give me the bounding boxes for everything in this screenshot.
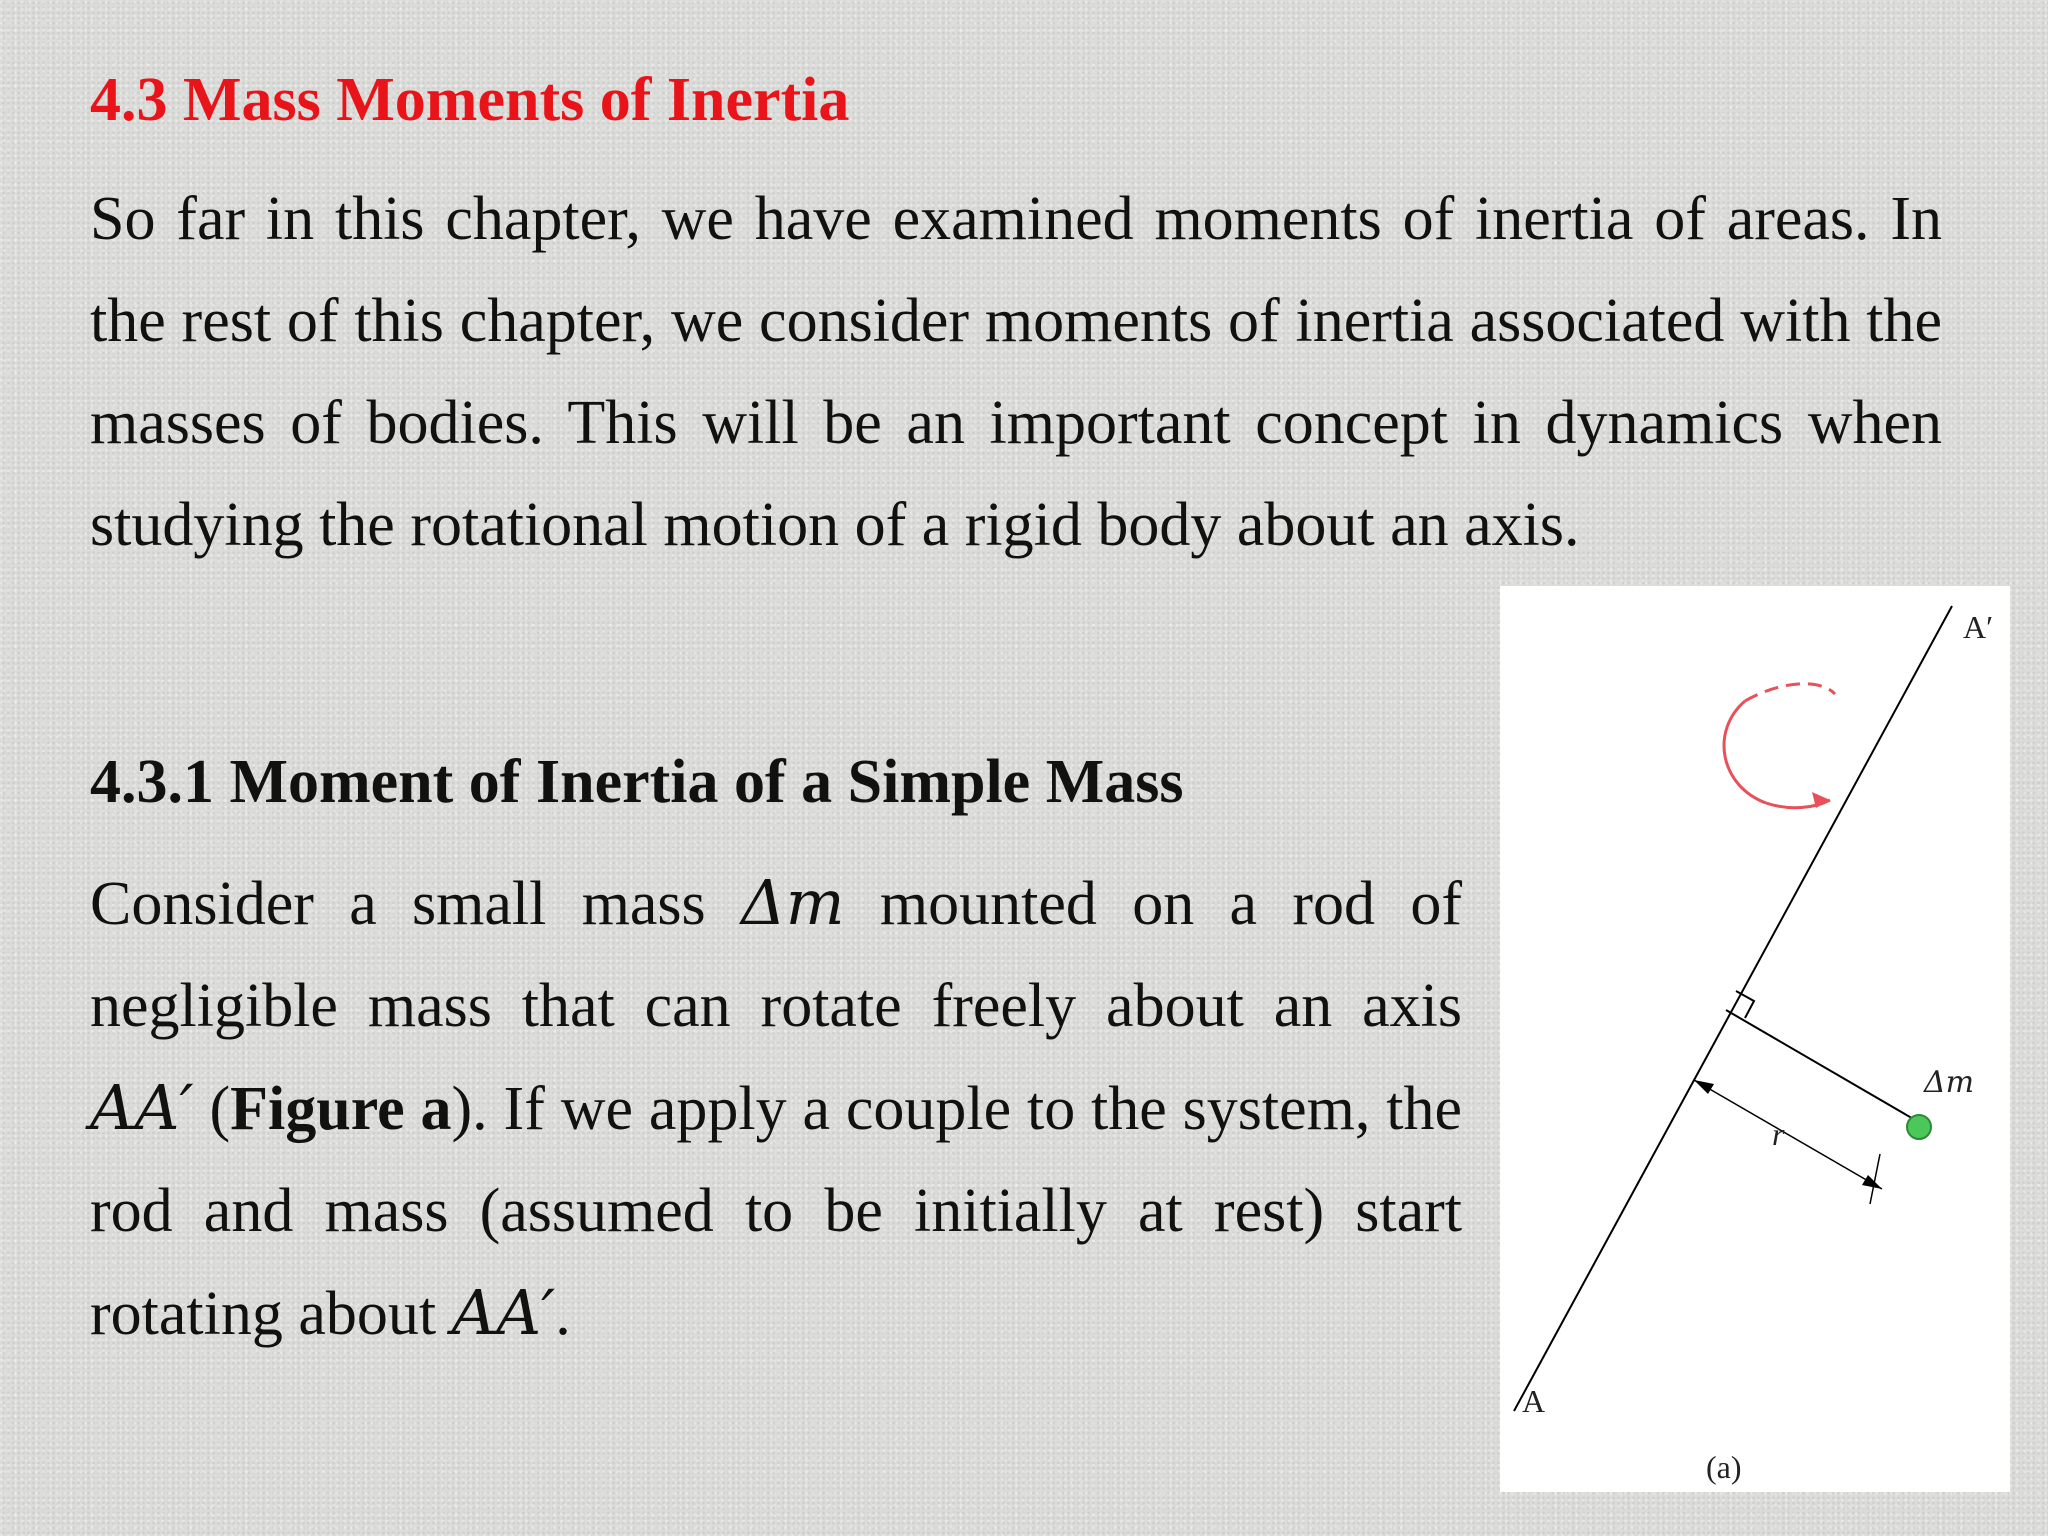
text-segment: Consider a small mass bbox=[90, 870, 742, 938]
axis-symbol: AA′ bbox=[451, 1276, 556, 1349]
figure-reference: Figure a bbox=[230, 1075, 452, 1143]
slide-title: 4.3 Mass Moments of Inertia bbox=[90, 66, 850, 134]
label-delta-m: Δm bbox=[1924, 1065, 1975, 1100]
perpendicular-arm bbox=[1726, 1010, 1922, 1124]
figure-panel bbox=[1500, 586, 2010, 1492]
label-a-prime: A′ bbox=[1963, 609, 1994, 645]
rotation-diagram bbox=[1500, 586, 2010, 1492]
axis-line bbox=[1514, 606, 1952, 1411]
rotation-arrow bbox=[1724, 701, 1766, 803]
dimension-arrowhead-icon bbox=[1694, 1080, 1714, 1094]
dimension-arrowhead-icon bbox=[1862, 1175, 1882, 1189]
mass-point bbox=[1907, 1115, 1931, 1139]
figure-caption: (a) bbox=[1706, 1449, 1742, 1485]
text-segment: mounted on a rod of negligible mass that can rotate freely about an axis bbox=[90, 870, 1462, 1040]
rotation-arrow-back bbox=[1745, 684, 1835, 701]
right-angle-marker bbox=[1736, 991, 1754, 1018]
section-paragraph bbox=[90, 852, 1462, 1365]
label-r: r bbox=[1772, 1116, 1785, 1152]
text-segment: . bbox=[555, 1280, 571, 1348]
intro-paragraph: So far in this chapter, we have examined moments of inertia of areas. In the rest of this chapter, we consider moments of inertia associated with the masses of bodies. This will be an important concept in dynamics when studying the rotational motion of a rigid body about an axis. bbox=[90, 185, 1942, 559]
mass-symbol: Δm bbox=[741, 866, 845, 939]
label-a: A bbox=[1522, 1383, 1546, 1419]
axis-symbol: AA′ bbox=[90, 1071, 194, 1144]
section-heading: 4.3.1 Moment of Inertia of a Simple Mass bbox=[90, 748, 1184, 816]
text-segment: ( bbox=[193, 1075, 231, 1143]
radius-dimension-line bbox=[1694, 1080, 1882, 1189]
text-segment: ). If we apply a couple to the system, the rod and mass (assumed to be initially at rest) start rotating about bbox=[90, 1075, 1463, 1348]
